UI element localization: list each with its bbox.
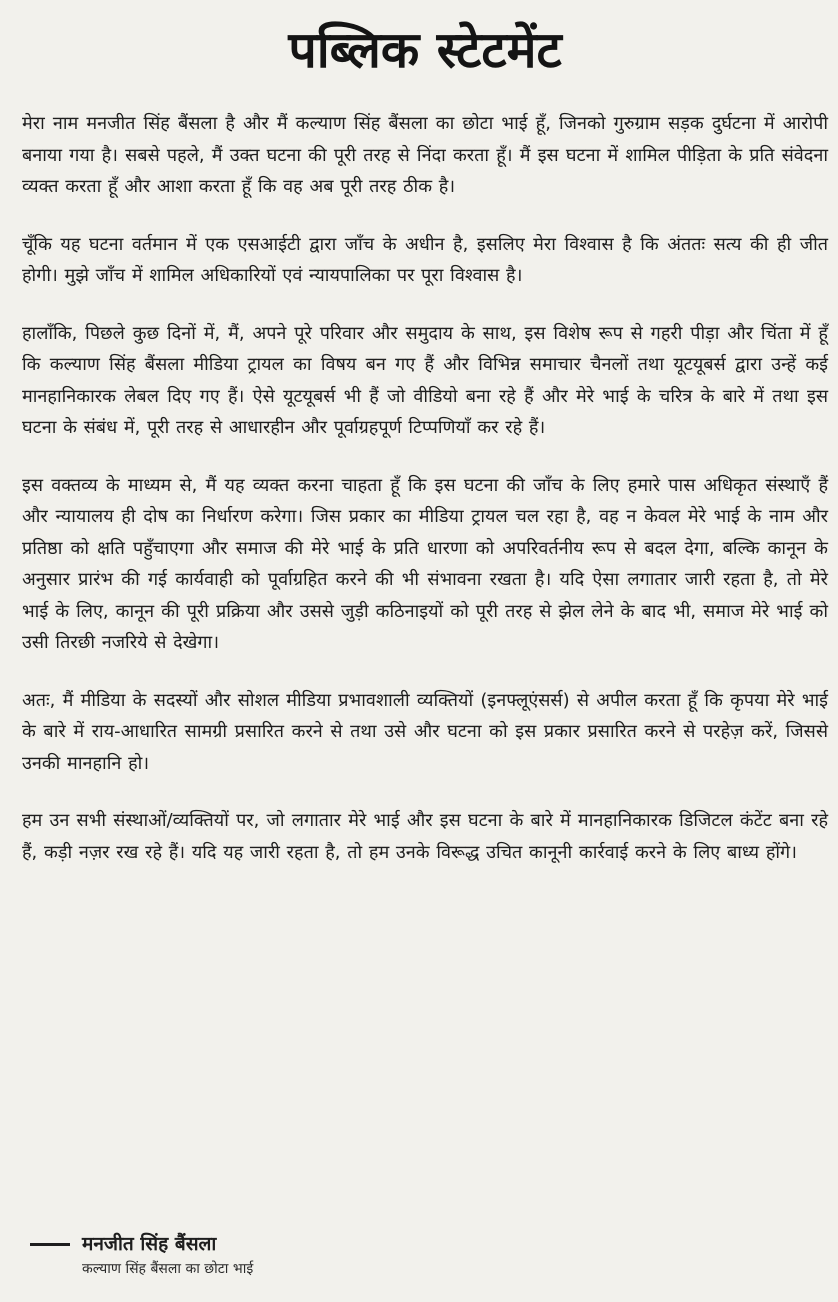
signature-dash: [30, 1243, 70, 1246]
signature-relation: कल्याण सिंह बैंसला का छोटा भाई: [82, 1261, 254, 1277]
statement-title: पब्लिक स्टेटमेंट: [288, 21, 562, 79]
paragraph-media-trial-concern: हालाँकि, पिछले कुछ दिनों में, मैं, अपने पूरे परिवार और समुदाय के साथ, इस विशेष रूप से गहरी पीड़ा और चिंता में हूँ कि कल्याण सिंह बैंसला मीडिया ट्रायल का विषय बन गए हैं और विभिन्न समाचार चैनलों तथा यूटयूबर्स द्वारा उन्हें कई मानहानिकारक लेबल दिए गए हैं। ऐसे यूटयूबर्स भी हैं जो वीडियो बना रहे हैं और मेरे भाई के चरित्र के बारे में तथा इस घटना के संबंध में, पूरी तरह से आधारहीन और पूर्वाग्रहपूर्ण टिप्पणियाँ कर रहे हैं।: [22, 322, 828, 438]
signature-name: मनजीत सिंह बैंसला: [82, 1233, 217, 1255]
paragraph-introduction: मेरा नाम मनजीत सिंह बैंसला है और मैं कल्याण सिंह बैंसला का छोटा भाई हूँ, जिनको गुरुग्राम सड़क दुर्घटना में आरोपी बनाया गया है। सबसे पहले, मैं उक्त घटना की पूरी तरह से निंदा करता हूँ। मैं इस घटना में शामिल पीड़िता के प्रति संवेदना व्यक्त करता हूँ और आशा करता हूँ कि वह अब पूरी तरह ठीक है।: [22, 113, 828, 197]
paragraph-due-process: इस वक्तव्य के माध्यम से, मैं यह व्यक्त करना चाहता हूँ कि इस घटना की जाँच के लिए हमारे पास अधिकृत संस्थाएँ हैं और न्यायालय ही दोष का निर्धारण करेगा। जिस प्रकार का मीडिया ट्रायल चल रहा है, वह न केवल मेरे भाई के नाम और प्रतिष्ठा को क्षति पहुँचाएगा और समाज की मेरे भाई के प्रति धारणा को अपरिवर्तनीय रूप से बदल देगा, बल्कि कानून के अनुसार प्रारंभ की गई कार्यवाही को पूर्वाग्रहित करने की भी संभावना रखता है। यदि ऐसा लगातार जारी रहता है, तो मेरे भाई के लिए, कानून की पूरी प्रक्रिया और उससे जुड़ी कठिनाइयों को पूरी तरह से झेल लेने के बाद भी, समाज मेरे भाई को उसी तिरछी नजरिये से देखेगा।: [22, 474, 828, 653]
paragraph-investigation: चूँकि यह घटना वर्तमान में एक एसआईटी द्वारा जाँच के अधीन है, इसलिए मेरा विश्वास है कि अंततः सत्य की ही जीत होगी। मुझे जाँच में शामिल अधिकारियों एवं न्यायपालिका पर पूरा विश्वास है।: [22, 233, 828, 286]
paragraph-legal-warning: हम उन सभी संस्थाओं/व्यक्तियों पर, जो लगातार मेरे भाई और इस घटना के बारे में मानहानिकारक डिजिटल कंटेंट बना रहे हैं, कड़ी नज़र रख रहे हैं। यदि यह जारी रहता है, तो हम उनके विरूद्ध उचित कानूनी कार्रवाई करने के लिए बाध्य होंगे।: [22, 810, 828, 863]
paragraph-appeal: अतः, मैं मीडिया के सदस्यों और सोशल मीडिया प्रभावशाली व्यक्तियों (इनफ्लूएंसर्स) से अपील करता हूँ कि कृपया मेरे भाई के बारे में राय-आधारित सामग्री प्रसारित करने से तथा उसे और घटना को इस प्रकार प्रसारित करने से परहेज़ करें, जिससे उनकी मानहानि हो।: [22, 689, 828, 774]
signature-block: [30, 1230, 253, 1280]
signature-line: [30, 1230, 253, 1258]
